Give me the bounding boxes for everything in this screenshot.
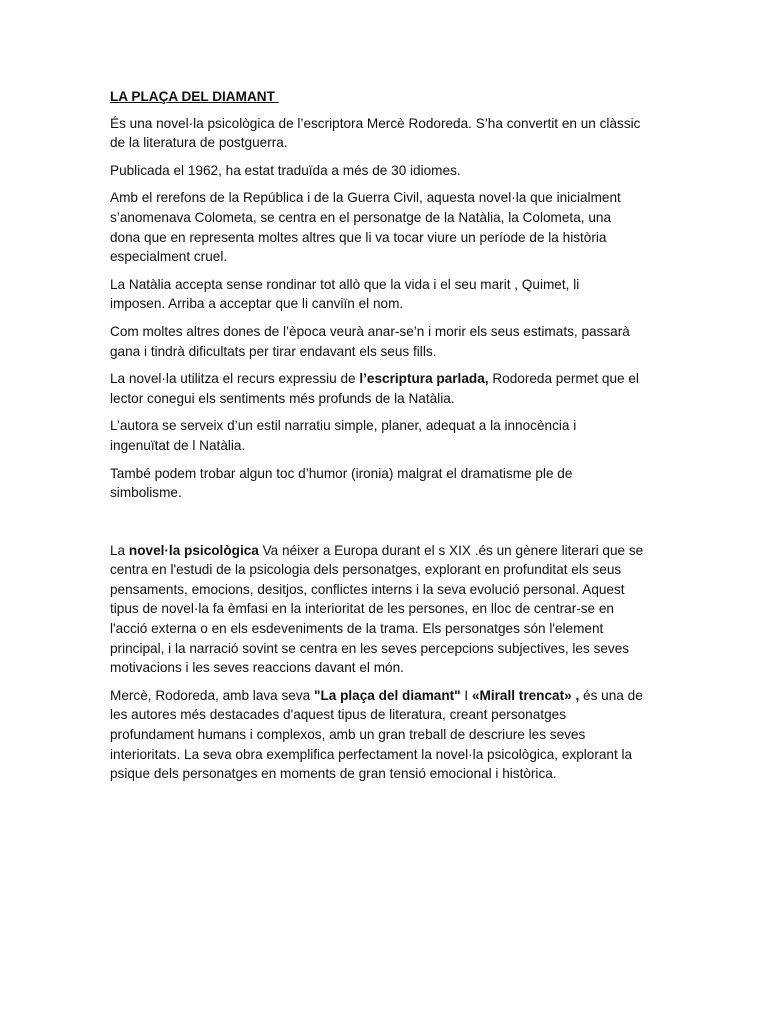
text-line: gana i tindrà dificultats per tirar endavant els seus fills. xyxy=(110,343,437,359)
text-line: psique dels personatges en moments de gran tensió emocional i històrica. xyxy=(110,766,557,782)
text-line xyxy=(110,686,665,706)
text-line: simbolisme. xyxy=(110,485,182,501)
paragraph-women xyxy=(110,322,665,361)
text-line: tipus de novel·la fa èmfasi en la interioritat de les persones, en lloc de centrar-se en xyxy=(110,601,614,617)
paragraph-natalia xyxy=(110,275,665,314)
text-line: interioritats. La seva obra exemplifica perfectament la novel·la psicològica, explorant la xyxy=(110,746,633,762)
paragraph-rodoreda xyxy=(110,686,665,784)
text-line: Com moltes altres dones de l’època veurà anar-se’n i morir els seus estimats, passarà xyxy=(110,323,630,339)
text-run: és una de xyxy=(579,687,643,703)
text-run: La novel·la utilitza el recurs expressiu de xyxy=(110,371,360,387)
text-run: I xyxy=(460,687,472,703)
text-line: dona que en representa moltes altres que li va tocar viure un període de la història xyxy=(110,229,607,245)
text-line xyxy=(110,369,665,389)
text-line: de la literatura de postguerra. xyxy=(110,135,288,151)
section-gap xyxy=(110,511,665,541)
paragraph-style xyxy=(110,416,665,455)
text-line: imposen. Arriba a acceptar que li canviïn el nom. xyxy=(110,296,404,312)
bold-phrase: novel·la psicològica xyxy=(128,542,259,558)
bold-phrase: "La plaça del diamant" xyxy=(314,687,461,703)
paragraph-resource xyxy=(110,369,665,408)
paragraph-humor xyxy=(110,464,665,503)
text-line: centra en l'estudi de la psicologia dels personatges, explorant en profunditat els seus xyxy=(110,562,622,578)
paragraph-background xyxy=(110,188,665,266)
text-line: La Natàlia accepta sense rondinar tot allò que la vida i el seu marit , Quimet, li xyxy=(110,276,580,292)
text-run: Va néixer a Europa durant el s XIX .és un gènere literari que se xyxy=(258,542,644,558)
document-body xyxy=(110,87,665,792)
document-title: LA PLAÇA DEL DIAMANT xyxy=(110,89,279,104)
text-run: Rodoreda permet que el xyxy=(488,371,639,387)
paragraph-genre xyxy=(110,541,665,678)
text-line: l'acció externa o en els esdeveniments de la trama. Els personatges són l'element xyxy=(110,621,604,637)
text-line: L’autora se serveix d’un estil narratiu simple, planer, adequat a la innocència i xyxy=(110,418,577,434)
text-line: Publicada el 1962, ha estat traduïda a més de 30 idiomes. xyxy=(110,162,461,178)
text-run: La xyxy=(110,542,129,558)
text-line: També podem trobar algun toc d’humor (ironia) malgrat el dramatisme ple de xyxy=(110,465,573,481)
paragraph-publication xyxy=(110,161,665,181)
text-line: profundament humans i complexos, amb un gran treball de descriure les seves xyxy=(110,727,586,743)
text-line: les autores més destacades d'aquest tipus de literatura, creant personatges xyxy=(110,707,566,723)
text-line: s’anomenava Colometa, se centra en el personatge de la Natàlia, la Colometa, una xyxy=(110,209,612,225)
bold-phrase: l’escriptura parlada, xyxy=(359,371,489,387)
text-line: principal, i la narració sovint se centra en les seves percepcions subjectives, les seves xyxy=(110,640,630,656)
text-line: ingenuïtat de l Natàlia. xyxy=(110,437,246,453)
text-run: Mercè, Rodoreda, amb lava seva xyxy=(110,687,315,703)
text-line: motivacions i les seves reaccions davant el món. xyxy=(110,660,404,676)
text-line xyxy=(110,541,665,561)
text-line: Amb el rerefons de la República i de la Guerra Civil, aquesta novel·la que inicialment xyxy=(110,190,621,206)
text-line: especialment cruel. xyxy=(110,249,228,265)
text-line: pensaments, emocions, desitjos, conflictes interns i la seva evolució personal. Aquest xyxy=(110,581,625,597)
bold-phrase: «Mirall trencat» , xyxy=(471,687,580,703)
paragraph-intro xyxy=(110,114,665,153)
text-line: lector conegui els sentiments més profunds de la Natàlia. xyxy=(110,390,455,406)
text-line: És una novel·la psicològica de l’escriptora Mercè Rodoreda. S’ha convertit en un clàssic xyxy=(110,115,641,131)
